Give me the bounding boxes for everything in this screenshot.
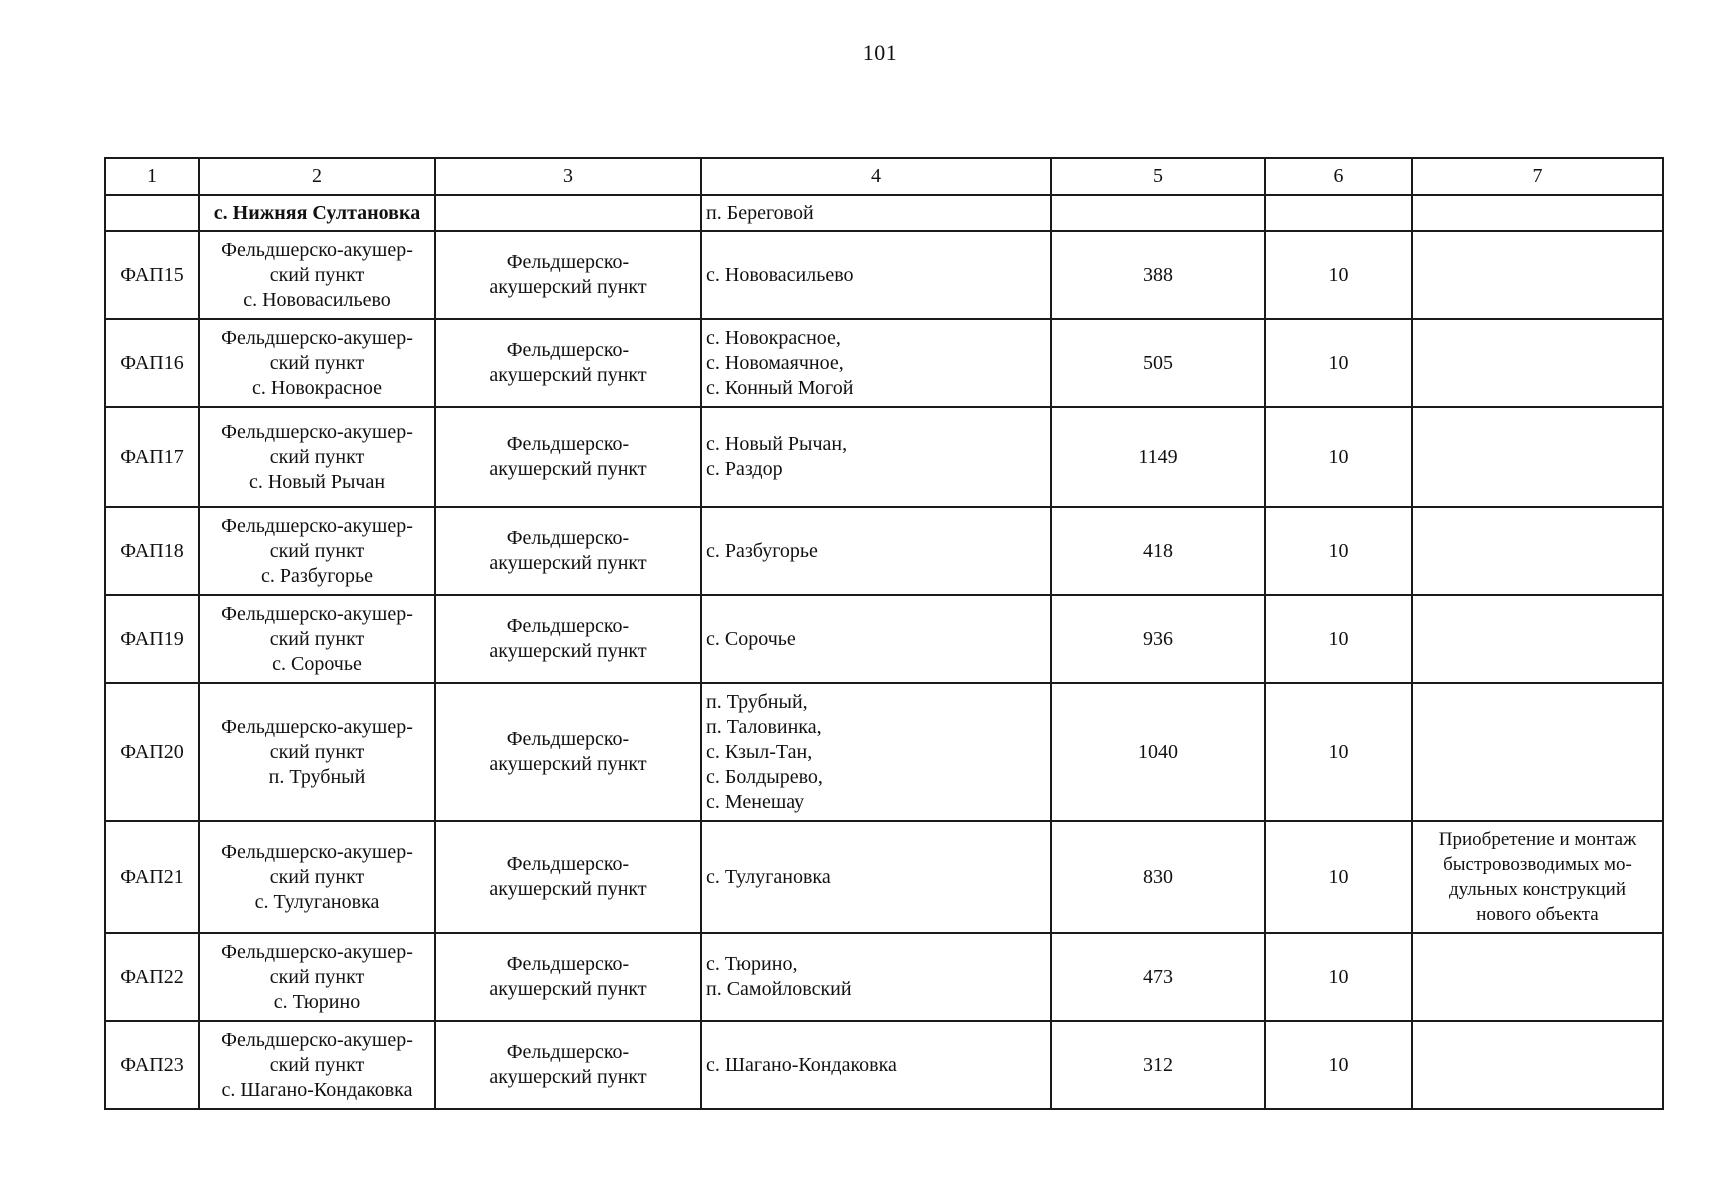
cell-line: п. Трубный: [268, 765, 366, 788]
cell-line: с. Менешау: [706, 790, 805, 813]
cell-localities: [701, 507, 1051, 595]
cell-code: ФАП21: [105, 821, 199, 933]
cell-name: [199, 407, 435, 507]
cell-population: [1051, 195, 1265, 231]
header-row: [105, 158, 1663, 195]
cell-radius: 10: [1265, 231, 1412, 319]
cell-line: ский пункт: [269, 965, 365, 988]
cell-name: [199, 319, 435, 407]
cell-population: 830: [1051, 821, 1265, 933]
cell-type: [435, 1021, 701, 1109]
cell-localities: [701, 933, 1051, 1021]
table-row: [105, 407, 1663, 507]
cell-name: [199, 683, 435, 821]
cell-line: акушерский пункт: [489, 1066, 647, 1088]
cell-line: акушерский пункт: [489, 753, 647, 775]
cell-type: [435, 319, 701, 407]
cell-line: с. Новый Рычан,: [706, 433, 848, 455]
cell-line: с. Разбугорье: [706, 539, 818, 562]
cell-code: [105, 195, 199, 231]
cell-line: п. Таловинка,: [706, 715, 822, 738]
cell-line: ский пункт: [269, 263, 365, 286]
cell-line: с. Кзыл-Тан,: [706, 740, 813, 763]
cell-line: Фельдшерско-: [506, 1041, 630, 1063]
column-header: 2: [199, 158, 435, 195]
cell-name: [199, 821, 435, 933]
cell-code: ФАП15: [105, 231, 199, 319]
cell-line: Фельдшерско-акушер-: [221, 602, 413, 625]
cell-type: [435, 683, 701, 821]
cell-type: [435, 231, 701, 319]
cell-line: дульных конструкций: [1448, 879, 1627, 900]
cell-name: [199, 231, 435, 319]
cell-line: с. Шагано-Кондаковка: [706, 1053, 897, 1076]
cell-line: ский пункт: [269, 539, 365, 562]
column-header: 6: [1265, 158, 1412, 195]
cell-line: Фельдшерско-акушер-: [221, 940, 413, 963]
cell-line: с. Новокрасное: [252, 376, 382, 399]
cell-code: ФАП16: [105, 319, 199, 407]
cell-line: с. Шагано-Кондаковка: [221, 1078, 413, 1101]
cell-localities: [701, 595, 1051, 683]
cell-localities: [701, 407, 1051, 507]
cell-line: Фельдшерско-акушер-: [221, 840, 413, 863]
cell-type: [435, 195, 701, 231]
cell-radius: 10: [1265, 933, 1412, 1021]
cell-name: [199, 595, 435, 683]
cell-line: с. Разбугорье: [261, 564, 373, 587]
cell-line: акушерский пункт: [489, 552, 647, 574]
cell-radius: 10: [1265, 595, 1412, 683]
cell-line: Фельдшерско-акушер-: [221, 715, 413, 738]
cell-type: [435, 821, 701, 933]
cell-code: ФАП19: [105, 595, 199, 683]
table-row: [105, 595, 1663, 683]
cell-radius: 10: [1265, 821, 1412, 933]
cell-code: ФАП23: [105, 1021, 199, 1109]
cell-line: Фельдшерско-: [506, 853, 630, 875]
cell-line: акушерский пункт: [489, 458, 647, 480]
cell-line: с. Болдырево,: [706, 765, 823, 788]
cell-code: ФАП22: [105, 933, 199, 1021]
column-header: 4: [701, 158, 1051, 195]
cell-note: [1412, 507, 1663, 595]
table-row: [105, 231, 1663, 319]
cell-line: с. Сорочье: [706, 627, 796, 650]
cell-radius: 10: [1265, 1021, 1412, 1109]
cell-population: 312: [1051, 1021, 1265, 1109]
table-row: [105, 1021, 1663, 1109]
cell-line: п. Самойловский: [706, 978, 852, 1000]
cell-line: Фельдшерско-: [506, 527, 630, 549]
cell-note: [1412, 195, 1663, 231]
cell-line: ский пункт: [269, 627, 365, 650]
cell-line: п. Трубный,: [706, 690, 808, 713]
cell-radius: 10: [1265, 683, 1412, 821]
cell-line: с. Раздор: [706, 458, 783, 480]
cell-line: с. Конный Могой: [706, 376, 854, 399]
cell-code: ФАП20: [105, 683, 199, 821]
cell-localities: [701, 683, 1051, 821]
cell-line: Фельдшерско-: [506, 728, 630, 750]
cell-line: с. Нововасильево: [706, 263, 854, 286]
cell-line: быстровозводимых мо-: [1443, 854, 1632, 875]
cell-line: ский пункт: [269, 1053, 365, 1076]
cell-name: [199, 1021, 435, 1109]
cell-line: Фельдшерско-: [506, 339, 630, 361]
cell-line: ский пункт: [269, 865, 365, 888]
cell-name: с. Нижняя Султановка: [199, 195, 435, 231]
cell-type: [435, 595, 701, 683]
cell-line: Фельдшерско-акушер-: [221, 238, 413, 261]
cell-population: 473: [1051, 933, 1265, 1021]
cell-line: с. Нововасильево: [243, 288, 391, 311]
cell-type: [435, 507, 701, 595]
cell-localities: [701, 821, 1051, 933]
cell-line: ский пункт: [269, 351, 365, 374]
cell-localities: [701, 231, 1051, 319]
continuation-row: [105, 195, 1663, 231]
cell-population: 1149: [1051, 407, 1265, 507]
cell-line: акушерский пункт: [489, 364, 647, 386]
column-header: 3: [435, 158, 701, 195]
cell-population: 936: [1051, 595, 1265, 683]
cell-line: с. Новомаячное,: [706, 351, 844, 374]
cell-localities: [701, 319, 1051, 407]
cell-localities: [701, 1021, 1051, 1109]
cell-line: с. Тюрино,: [706, 953, 798, 975]
cell-line: с. Новый Рычан: [248, 470, 386, 493]
cell-note: [1412, 821, 1663, 933]
cell-line: с. Сорочье: [272, 652, 362, 675]
cell-radius: 10: [1265, 507, 1412, 595]
page-number: 101: [862, 40, 898, 65]
cell-line: Фельдшерско-: [506, 433, 630, 455]
cell-code: ФАП18: [105, 507, 199, 595]
cell-line: Фельдшерско-: [506, 251, 630, 273]
cell-radius: 10: [1265, 319, 1412, 407]
cell-note: [1412, 1021, 1663, 1109]
cell-line: Фельдшерско-акушер-: [221, 514, 413, 537]
column-header: 1: [105, 158, 199, 195]
cell-line: акушерский пункт: [489, 878, 647, 900]
cell-population: 418: [1051, 507, 1265, 595]
cell-type: [435, 933, 701, 1021]
facility-table: [104, 157, 1664, 1110]
cell-note: [1412, 933, 1663, 1021]
cell-line: с. Новокрасное,: [706, 326, 841, 349]
table-row: [105, 507, 1663, 595]
cell-note: [1412, 319, 1663, 407]
cell-note: [1412, 595, 1663, 683]
cell-note: [1412, 407, 1663, 507]
cell-line: нового объекта: [1476, 904, 1599, 925]
cell-code: ФАП17: [105, 407, 199, 507]
cell-line: ский пункт: [269, 445, 365, 468]
cell-line: акушерский пункт: [489, 640, 647, 662]
table-row: [105, 933, 1663, 1021]
cell-line: Фельдшерско-акушер-: [221, 1028, 413, 1051]
cell-line: с. Тюрино: [273, 990, 361, 1013]
cell-radius: [1265, 195, 1412, 231]
cell-name: [199, 507, 435, 595]
cell-line: акушерский пункт: [489, 978, 647, 1000]
cell-population: 505: [1051, 319, 1265, 407]
cell-line: Приобретение и монтаж: [1438, 829, 1637, 850]
table-row: [105, 683, 1663, 821]
cell-line: Фельдшерско-акушер-: [221, 326, 413, 349]
cell-line: Фельдшерско-: [506, 615, 630, 637]
cell-type: [435, 407, 701, 507]
cell-name: [199, 933, 435, 1021]
cell-line: акушерский пункт: [489, 276, 647, 298]
table-row: [105, 821, 1663, 933]
cell-line: с. Тулугановка: [706, 865, 831, 888]
column-header: 7: [1412, 158, 1663, 195]
cell-line: ский пункт: [269, 740, 365, 763]
cell-note: [1412, 683, 1663, 821]
cell-population: 1040: [1051, 683, 1265, 821]
cell-line: Фельдшерско-акушер-: [221, 420, 413, 443]
column-header: 5: [1051, 158, 1265, 195]
cell-radius: 10: [1265, 407, 1412, 507]
cell-line: с. Тулугановка: [254, 890, 380, 913]
cell-localities: п. Береговой: [701, 195, 1051, 231]
cell-note: [1412, 231, 1663, 319]
table-row: [105, 319, 1663, 407]
cell-line: Фельдшерско-: [506, 953, 630, 975]
cell-population: 388: [1051, 231, 1265, 319]
